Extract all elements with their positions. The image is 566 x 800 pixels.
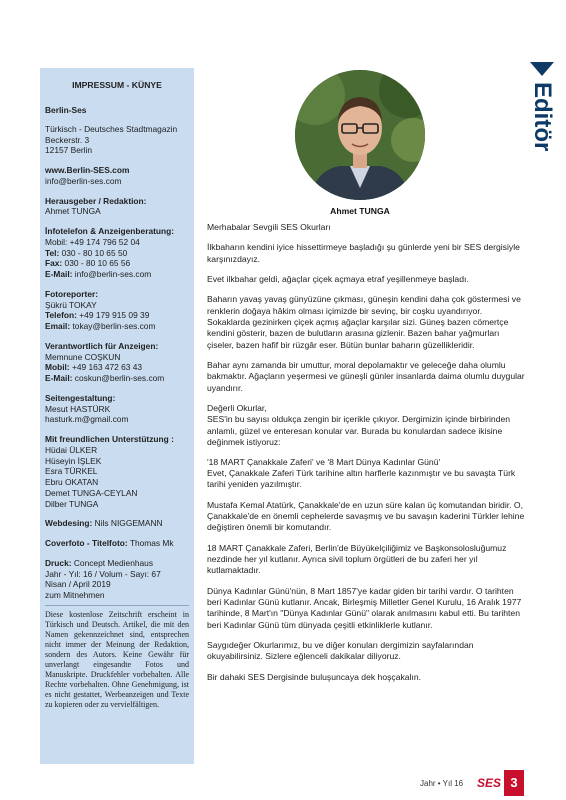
- ads-heading: Verantwortlich für Anzeigen:: [45, 340, 159, 351]
- coverfoto-key: Coverfoto - Titelfoto:: [45, 538, 128, 548]
- support-info: [45, 434, 189, 509]
- author-name: Ahmet TUNGA: [330, 206, 390, 216]
- greeting: Merhabalar Sevgili SES Okurları: [207, 222, 331, 232]
- photo-phone-value: +49 179 915 09 39: [76, 310, 150, 321]
- ads-mobile-value: +49 163 472 63 43: [69, 362, 143, 373]
- ads-mobile-line: [45, 362, 189, 373]
- support-name: Esra TÜRKEL: [45, 466, 98, 477]
- editorial-article: [207, 222, 527, 692]
- paragraph: Bir dahaki SES Dergisinde buluşuncaya dek hoşçakalın.: [207, 671, 422, 682]
- paragraph: Saygıdeğer Okurlarımız, bu ve diğer konuları dergimizin sayfalarından okuyabilirsiniz. Sizlere eğlenceli dakikalar diliyoruz.: [207, 639, 474, 662]
- webdesign-line: [45, 518, 189, 529]
- mobile-number: Mobil: +49 174 796 52 04: [45, 236, 140, 247]
- phone-key: Tel:: [45, 247, 60, 258]
- ads-email-value[interactable]: coskun@berlin-ses.com: [72, 373, 165, 383]
- print-info: [45, 558, 189, 601]
- coverfoto-value: Thomas Mk: [127, 538, 174, 548]
- ads-email-key: E-Mail:: [45, 373, 73, 383]
- web-info: [45, 165, 189, 187]
- ses-logo: [475, 776, 503, 789]
- phone-line: [45, 248, 189, 259]
- support-name: Hüdai ÜLKER: [45, 444, 98, 455]
- layout-heading: Seitengestaltung:: [45, 392, 116, 403]
- ads-name: Memnune COŞKUN: [45, 351, 121, 362]
- paragraph: Dünya Kadınlar Günü'nün, 8 Mart 1857'ye kadar giden bir tarihi vardır. O tarihten beri Kadınlar Günü kutlanır. Ancak, Birleşmiş Milletler Genel Kurulu, 16 Aralık 1977 tarihinde, 8 Mart'ın "Dünya Kadınlar Günü" olarak anılmasını kabul etti. Bu tarihten beri Kadınlar Günü tüm dünyada çeşitli etkinliklerle kutlanır.: [207, 585, 522, 630]
- fax-value: 030 - 80 10 65 56: [62, 258, 131, 269]
- author-portrait: [295, 70, 425, 200]
- support-name: Hüseyin İŞLEK: [45, 455, 102, 466]
- website-link[interactable]: www.Berlin-SES.com: [45, 165, 130, 175]
- layout-email[interactable]: hasturk.m@gmail.com: [45, 414, 129, 425]
- layout-info: [45, 393, 189, 425]
- print-key: Druck:: [45, 557, 72, 568]
- paragraph: SES'in bu sayısı oldukça zengin bir içerikle çıkıyor. Dergimizin içinde birbirinden anlamlı, güzel ve enteresan konular var. Burada bu konulardan sadece ikisine değinmek istiyoruz:: [207, 414, 511, 448]
- dear-readers-block: [207, 403, 527, 448]
- paragraph: Mustafa Kemal Atatürk, Çanakkale'de en uzun süre kalan üç komutandan biridir. O, Çanakkale'de en önemli cephelerde savaşmış ve bu savaşın kaderini Türkler lehine değiştiren önemli bir komutandır.: [207, 499, 525, 533]
- photo-heading: Fotoreporter:: [45, 288, 99, 299]
- paragraph: Bahar aynı zamanda bir umuttur, moral depolamaktır ve geleceğe daha olumlu bakmaktır. Ağaçların yeşermesi ve güneşli günler insanlarda daima olumlu duygular uyandırır.: [207, 360, 525, 393]
- support-name: Demet TUNGA-CEYLAN: [45, 487, 138, 498]
- disclaimer-note: Diese kostenlose Zeitschrift erscheint in Türkisch und Deutsch. Artikel, die mit den Namen gekennzeichnet sind, entsprechen nicht immer der Meinung der Redaktion, sondern des Autors. Keine Gewähr für unverlangt eingesandte Fotos und Manuskripte. Druckfehler vorbehalten. Alle Rechte vorbehalten. Ohne Genehmigung, ist es nicht gestattet, Werbeanzeigen und Texte zu kopieren oder zu vervielfältigen.: [45, 609, 189, 709]
- email-value[interactable]: info@berlin-ses.com: [72, 269, 152, 279]
- issue-label: Jahr • Yıl 16: [420, 779, 464, 788]
- print-line: [45, 558, 189, 569]
- email-line: [45, 269, 189, 280]
- impressum-title: IMPRESSUM - KÜNYE: [72, 80, 162, 90]
- photo-email-key: Email:: [45, 321, 71, 331]
- ads-info: [45, 341, 189, 384]
- print-detail: Nisan / April 2019: [45, 579, 111, 590]
- ses-logo-text: SES: [476, 776, 502, 789]
- page-number: 3: [504, 770, 524, 796]
- print-detail: zum Mitnehmen: [45, 590, 105, 600]
- photo-phone-line: [45, 310, 189, 321]
- fax-key: Fax:: [45, 258, 63, 269]
- author-portrait-illustration: [295, 70, 425, 200]
- support-heading: Mit freundlichen Unterstützung :: [45, 434, 174, 444]
- layout-name: Mesut HASTÜRK: [45, 403, 111, 414]
- contact-info: [45, 226, 189, 280]
- fax-line: [45, 258, 189, 269]
- section-label-text: Editör: [529, 82, 556, 152]
- ads-email-line: [45, 373, 189, 384]
- webdesign-value: Nils NIGGEMANN: [92, 518, 163, 529]
- paragraph: '18 MART Çanakkale Zaferi' ve '8 Mart Dünya Kadınlar Günü' Evet, Çanakkale Zaferi Türk tarihine altın harflerle kazınmıştır ve bu savaşta Türk tarihi yeniden yazılmıştır.: [207, 456, 516, 490]
- email-key: E-Mail:: [45, 269, 73, 279]
- publisher-info: [45, 196, 189, 218]
- ads-mobile-key: Mobil:: [45, 362, 70, 373]
- photo-email-line: [45, 321, 189, 332]
- email-link[interactable]: info@berlin-ses.com: [45, 175, 122, 186]
- paragraph: Baharın yavaş yavaş günyüzüne çıkması, güneşin kendini daha çok göstermesi ve renklerin doğaya hâkim olması içimizde bir sevinç, bir coşku uyandırıyor. Sokaklarda gezinirken çiçek açmış ağaçlar karşılar sizi. Güneş bazen cömertçe kendini gösterir, bazen de bulutların arasına gizlenir. Bazen bahar yağmurları çiseler, bazen hafif bir rüzgâr eser. Bütün bunlar baharın güzellikleridir.: [207, 294, 521, 350]
- phone-value: 030 - 80 10 65 50: [59, 247, 128, 258]
- publisher-heading: Herausgeber / Redaktion:: [45, 195, 147, 206]
- publication-name: Berlin-Ses: [45, 105, 87, 115]
- coverfoto-line: [45, 538, 189, 549]
- publication-info: [45, 105, 189, 156]
- photo-name: Şükrü TOKAY: [45, 299, 97, 310]
- webdesign-info: [45, 518, 189, 529]
- support-name: Ebru OKATAN: [45, 477, 99, 487]
- photo-phone-key: Telefon:: [45, 310, 77, 321]
- print-detail: Jahr - Yıl: 16 / Volum - Sayı: 67: [45, 568, 161, 579]
- photo-info: [45, 289, 189, 332]
- publication-line: 12157 Berlin: [45, 145, 93, 156]
- dear-heading: Değerli Okurlar,: [207, 403, 267, 414]
- photo-email-value[interactable]: tokay@berlin-ses.com: [70, 321, 156, 331]
- impressum-panel: [40, 68, 194, 764]
- coverfoto-info: [45, 538, 189, 549]
- publication-line: Türkisch - Deutsches Stadtmagazin: [45, 123, 178, 134]
- page-footer: [0, 770, 566, 800]
- paragraph: 18 MART Çanakkale Zaferi, Berlin'de Büyükelçiliğimiz ve Başkonsolosluğumuz nezdinde her yıl kutlanır. Ayrıca sivil toplum örgütleri de bu zaferi her yıl kutlamaktadır.: [207, 542, 507, 576]
- contact-heading: İnfotelefon & Anzeigenberatung:: [45, 226, 175, 236]
- publisher-name: Ahmet TUNGA: [45, 206, 101, 217]
- section-label: [526, 60, 556, 170]
- webdesign-key: Webdesing:: [45, 518, 93, 529]
- paragraph: İlkbaharın kendini iyice hissettirmeye başladığı şu günlerde yeni bir SES dergisiyle karşınızdayız.: [207, 242, 520, 264]
- divider: [45, 605, 189, 606]
- support-name: Dilber TUNGA: [45, 498, 99, 509]
- chevron-down-icon: [530, 62, 554, 76]
- publication-line: Beckerstr. 3: [45, 134, 90, 145]
- paragraph: Evet ilkbahar geldi, ağaçlar çiçek açmaya etraf yeşillenmeye başladı.: [207, 274, 469, 285]
- print-value: Concept Medienhaus: [71, 557, 154, 568]
